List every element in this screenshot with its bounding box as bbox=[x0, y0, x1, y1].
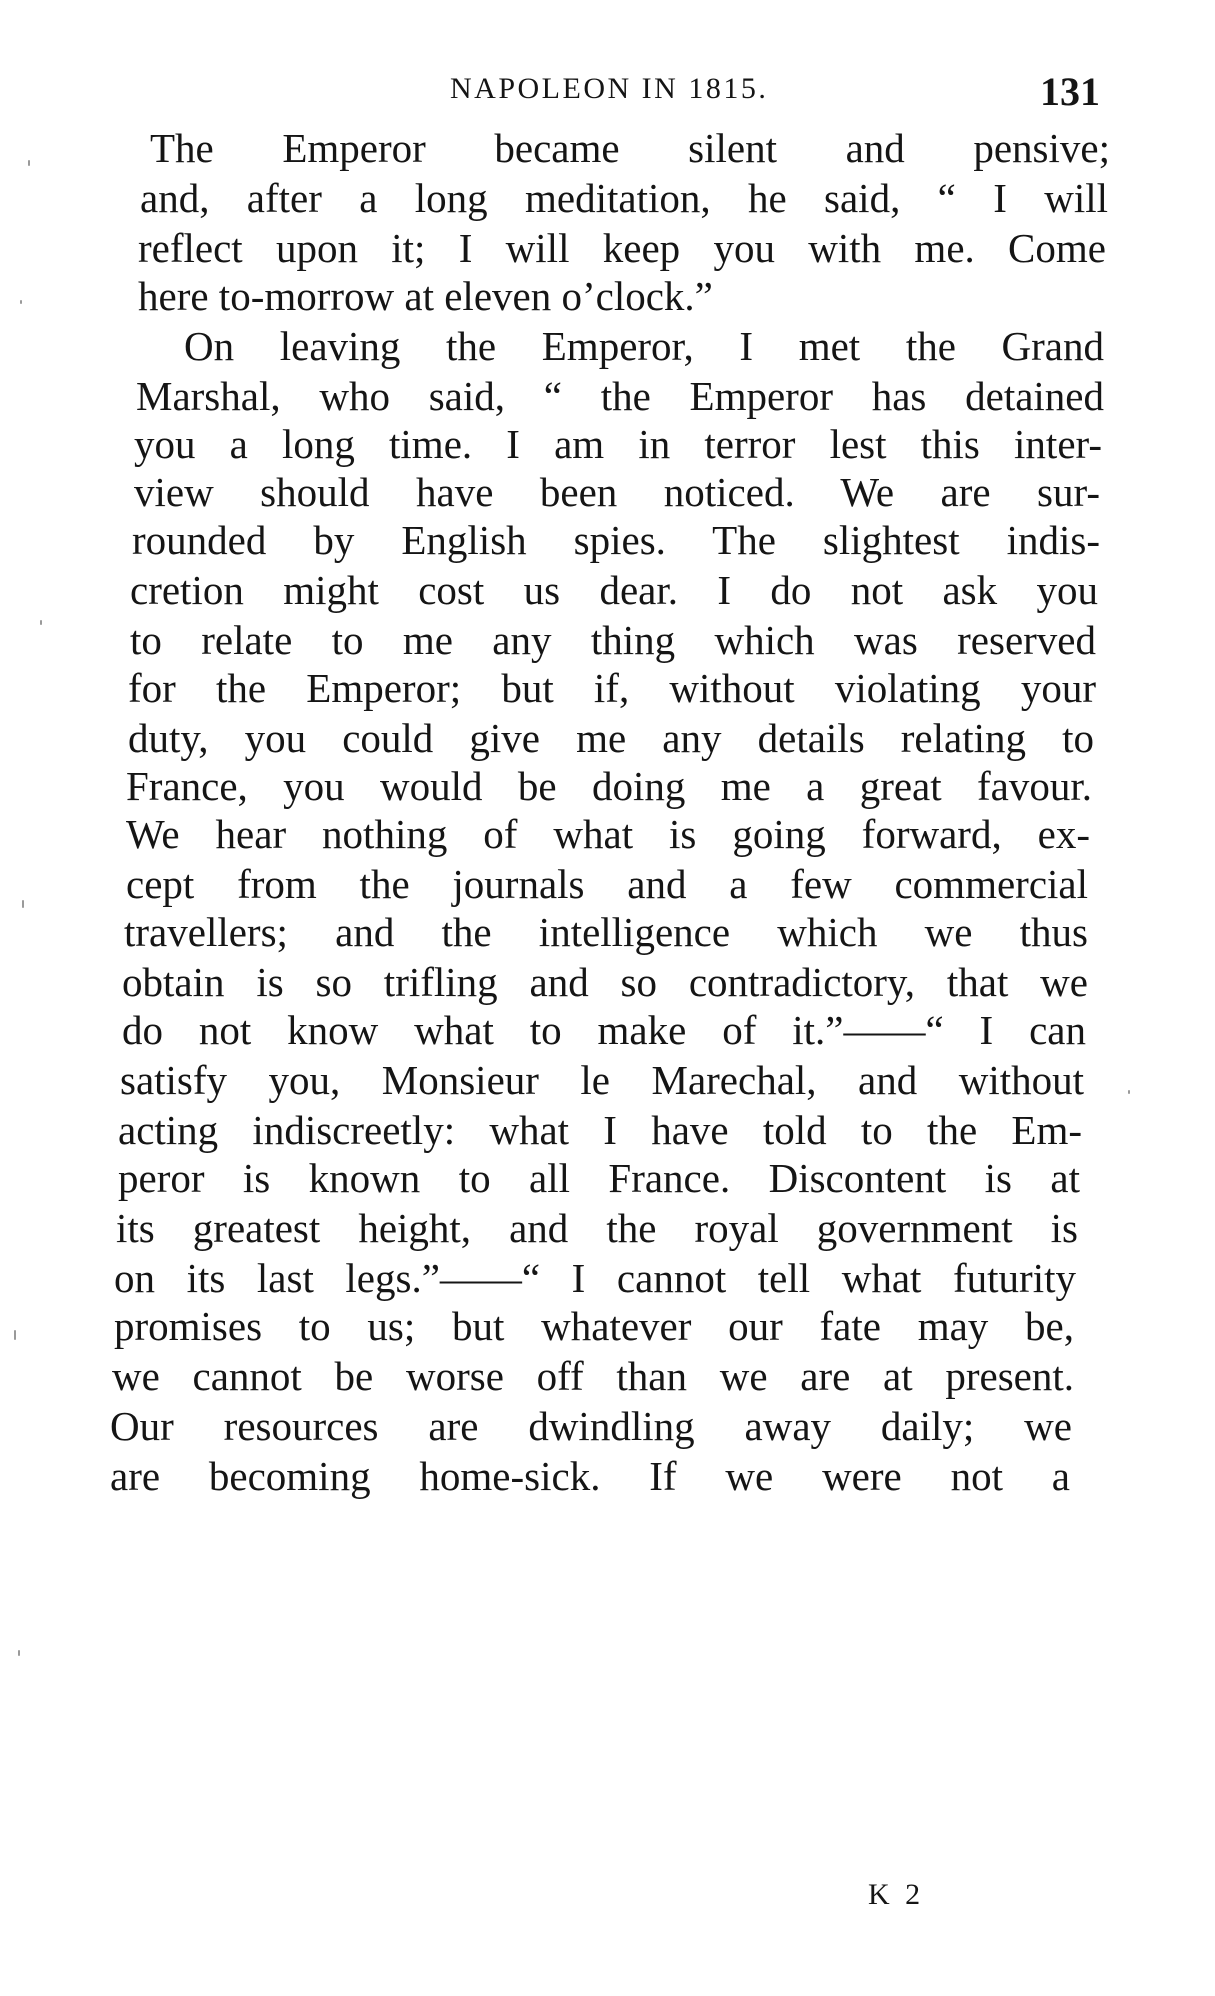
text-line: Marshal, who said, “ the Emperor has detained bbox=[136, 373, 1104, 419]
page-number: 131 bbox=[1040, 69, 1100, 114]
text-line: duty, you could give me any details relating to bbox=[128, 715, 1094, 761]
text-line: on its last legs.”——“ I cannot tell what futurity bbox=[114, 1255, 1076, 1301]
text-line: travellers; and the intelligence which we thus bbox=[124, 909, 1088, 955]
text-line: do not know what to make of it.”——“ I can bbox=[122, 1007, 1086, 1053]
scan-speck bbox=[22, 900, 24, 908]
text-line: promises to us; but whatever our fate may be, bbox=[114, 1303, 1074, 1349]
text-line: satisfy you, Monsieur le Marechal, and without bbox=[120, 1057, 1084, 1103]
scan-speck bbox=[20, 300, 22, 304]
text-line: The Emperor became silent and pensive; bbox=[150, 125, 1110, 171]
scan-speck bbox=[1128, 1090, 1130, 1094]
text-line: we cannot be worse off than we are at present. bbox=[112, 1353, 1074, 1399]
text-line: and, after a long meditation, he said, “ I will bbox=[140, 175, 1108, 221]
text-line: peror is known to all France. Discontent is at bbox=[118, 1155, 1080, 1201]
scan-speck bbox=[14, 1330, 16, 1340]
text-line: are becoming home-sick. If we were not a bbox=[110, 1453, 1070, 1499]
scan-speck bbox=[28, 160, 30, 166]
text-line: you a long time. I am in terror lest this inter- bbox=[134, 421, 1102, 467]
signature-mark: K 2 bbox=[868, 1878, 925, 1911]
text-line: obtain is so trifling and so contradictory, that we bbox=[122, 959, 1088, 1005]
text-line: view should have been noticed. We are sur- bbox=[134, 469, 1100, 515]
text-line: We hear nothing of what is going forward, ex- bbox=[126, 811, 1090, 857]
text-line: France, you would be doing me a great favour. bbox=[126, 763, 1092, 809]
text-line: rounded by English spies. The slightest indis- bbox=[132, 517, 1100, 563]
text-line: reflect upon it; I will keep you with me. Come bbox=[138, 225, 1106, 271]
text-line: On leaving the Emperor, I met the Grand bbox=[184, 323, 1104, 369]
running-title: NAPOLEON IN 1815. bbox=[450, 72, 769, 105]
scan-speck bbox=[18, 1650, 20, 1656]
text-line: acting indiscreetly: what I have told to the Em- bbox=[118, 1107, 1082, 1153]
text-line: Our resources are dwindling away daily; we bbox=[110, 1403, 1072, 1449]
text-line: cept from the journals and a few commercial bbox=[126, 861, 1088, 907]
text-line: cretion might cost us dear. I do not ask you bbox=[130, 567, 1098, 613]
text-line: for the Emperor; but if, without violating your bbox=[128, 665, 1096, 711]
text-line: here to-morrow at eleven o’clock.” bbox=[138, 273, 713, 319]
text-line: to relate to me any thing which was reserved bbox=[130, 617, 1096, 663]
scan-speck bbox=[40, 620, 42, 625]
text-line: its greatest height, and the royal government is bbox=[116, 1205, 1078, 1251]
